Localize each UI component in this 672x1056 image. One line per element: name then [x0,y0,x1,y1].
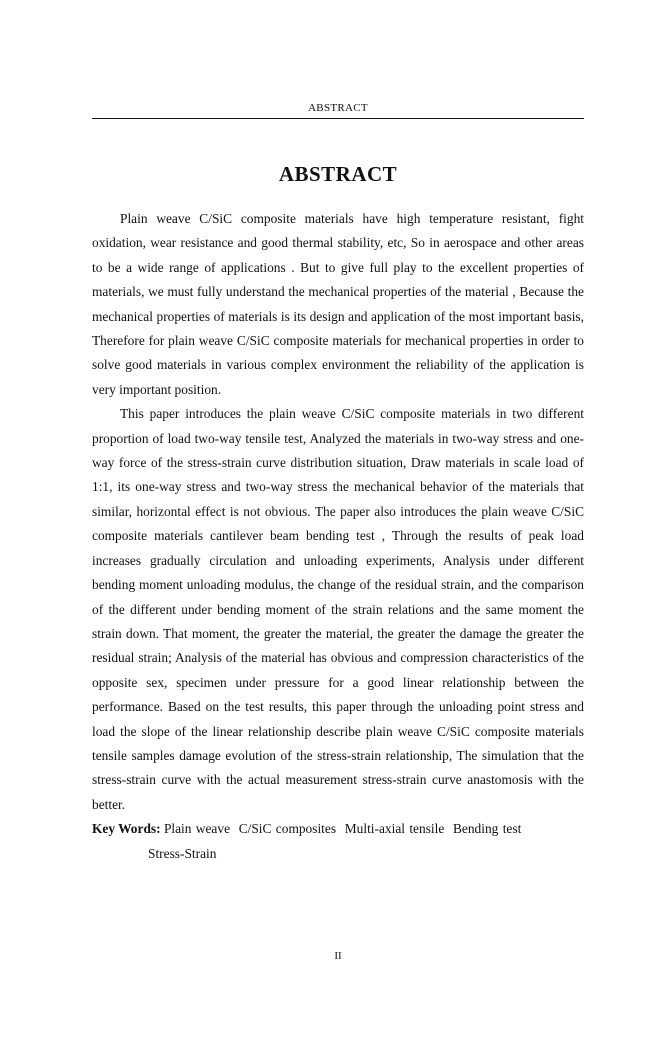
keywords-terms-line2: Stress-Strain [148,845,217,861]
page-number: II [334,950,342,962]
abstract-paragraph-2: This paper introduces the plain weave C/SiC composite materials in two different proportion of load two-way tensile test, Analyzed the materials in two-way stress and one-way force of the stress-strain curve distribution situation, Draw materials in scale load of 1:1, its one-way stress and two-way stress the mechanical behavior of the materials that similar, horizontal effect is not obvious. The paper also introduces the plain weave C/SiC composite materials cantilever beam bending test , Through the results of peak load increases gradually circulation and unloading experiments, Analysis under different bending moment unloading modulus, the change of the residual strain, and the comparison of the different under bending moment of the strain relations and the same moment the strain down. That moment, the greater the material, the greater the damage the greater the residual strain; Analysis of the material has obvious and compression characteristics of the opposite sex, specimen under pressure for a good linear relationship between the performance. Based on the test results, this paper through the unloading point stress and load the slope of the linear relationship describe plain weave C/SiC composite materials tensile samples damage evolution of the stress-strain relationship, The simulation that the stress-strain curve with the actual measurement stress-strain curve anastomosis with the better. [92,406,584,812]
page-title: ABSTRACT [278,162,398,186]
keywords-terms-line1: Plain weave C/SiC composites Multi-axial tensile Bending test [163,821,522,837]
keywords-label: Key Words: [92,821,161,837]
header-rule [92,118,584,119]
keywords [92,817,584,866]
abstract-paragraph-1: Plain weave C/SiC composite materials have high temperature resistant, fight oxidation, wear resistance and good thermal stability, etc, So in aerospace and other areas to be a wide range of applications . But to give full play to the excellent properties of materials, we must fully understand the mechanical properties of the material , Because the mechanical properties of materials is its design and application of the most important basis, Therefore for plain weave C/SiC composite materials for mechanical properties in order to solve good materials in various complex environment the reliability of the application is very important position. [92,211,584,397]
abstract-body [92,207,584,866]
running-header: ABSTRACT [308,102,368,114]
